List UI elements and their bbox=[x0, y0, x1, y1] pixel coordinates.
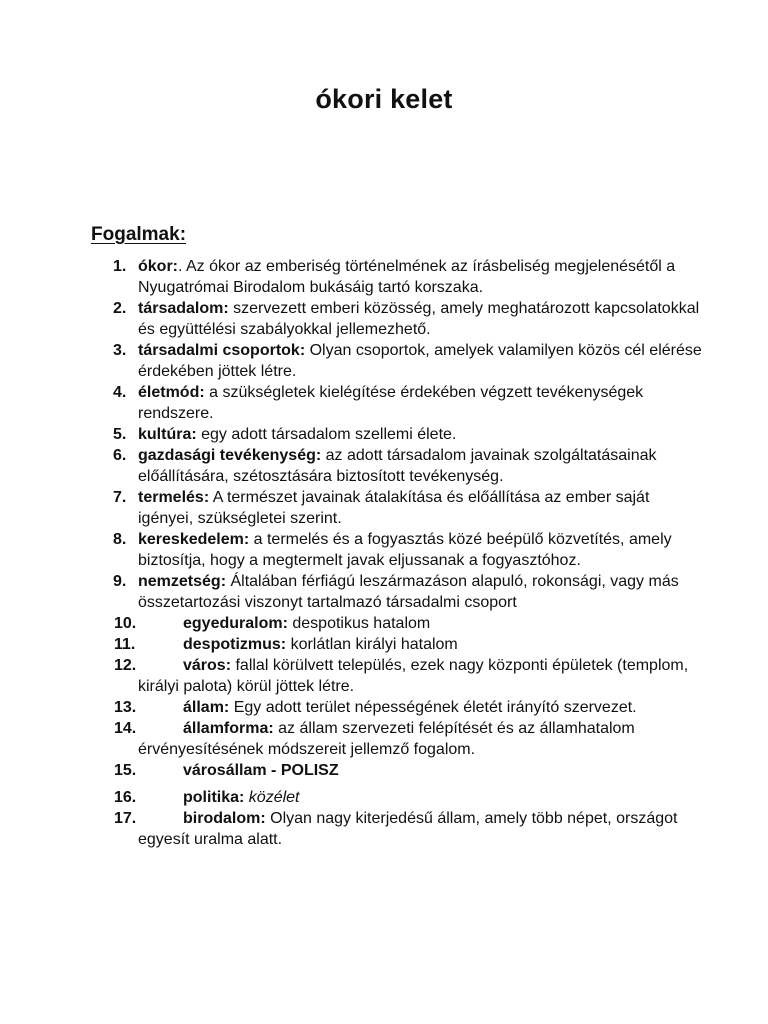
item-number: 8. bbox=[113, 531, 127, 548]
item-term: gazdasági tevékenység: bbox=[138, 447, 322, 464]
list-item bbox=[0, 298, 768, 340]
list-item bbox=[0, 697, 768, 718]
item-number: 13. bbox=[114, 699, 137, 716]
item-term: ókor: bbox=[138, 258, 178, 275]
section-heading: Fogalmak: bbox=[91, 224, 187, 245]
item-term: termelés: bbox=[138, 489, 210, 506]
list-item bbox=[0, 340, 768, 382]
item-term: város: bbox=[183, 657, 232, 674]
item-number: 14. bbox=[114, 720, 137, 737]
item-number: 17. bbox=[114, 810, 137, 827]
item-number: 1. bbox=[113, 258, 127, 275]
list-item bbox=[0, 529, 768, 571]
item-number: 12. bbox=[114, 657, 137, 674]
item-number: 16. bbox=[114, 789, 137, 806]
item-term: államforma: bbox=[183, 720, 274, 737]
item-text: korlátlan királyi hatalom bbox=[286, 636, 458, 653]
item-text: . Az ókor az emberiség történelmének az írásbeliség megjelenésétől a Nyugatrómai Birodalom bukásáig tartó korszaka. bbox=[138, 258, 676, 296]
item-number: 6. bbox=[113, 447, 127, 464]
item-text: Általában férfiágú leszármazáson alapuló, rokonsági, vagy más összetartozási viszonyt tartalmazó társadalmi csoport bbox=[138, 573, 679, 611]
item-term: politika: bbox=[183, 789, 245, 806]
item-text: Olyan nagy kiterjedésű állam, amely több népet, országot egyesít uralma alatt. bbox=[138, 810, 678, 848]
item-text-italic: közélet bbox=[244, 789, 300, 806]
list-item bbox=[0, 424, 768, 445]
item-number: 7. bbox=[113, 489, 127, 506]
item-text: szervezett emberi közösség, amely meghatározott kapcsolatokkal és együttélési szabályokkal jellemezhető. bbox=[138, 300, 700, 338]
item-text: fallal körülvett település, ezek nagy központi épületek (templom, királyi palota) körül jöttek létre. bbox=[138, 657, 689, 695]
item-term: társadalom: bbox=[138, 300, 229, 317]
item-number: 9. bbox=[113, 573, 127, 590]
list-item bbox=[0, 382, 768, 424]
list-item bbox=[0, 487, 768, 529]
list-item bbox=[0, 634, 768, 655]
list-item bbox=[0, 445, 768, 487]
list-item bbox=[0, 655, 768, 697]
item-term: egyeduralom: bbox=[183, 615, 288, 632]
item-number: 11. bbox=[114, 636, 136, 653]
item-number: 2. bbox=[113, 300, 127, 317]
item-term: kultúra: bbox=[138, 426, 197, 443]
item-text: A természet javainak átalakítása és előállítása az ember saját igényei, szükségletei szerint. bbox=[138, 489, 650, 527]
item-text: a termelés és a fogyasztás közé beépülő közvetítés, amely biztosítja, hogy a megtermelt javak eljussanak a fogyasztóhoz. bbox=[138, 531, 672, 569]
item-number: 10. bbox=[114, 615, 137, 632]
item-term: kereskedelem: bbox=[138, 531, 250, 548]
item-term: nemzetség: bbox=[138, 573, 227, 590]
item-term: társadalmi csoportok: bbox=[138, 342, 306, 359]
list-item bbox=[0, 571, 768, 613]
item-term: despotizmus: bbox=[183, 636, 287, 653]
item-text: Egy adott terület népességének életét irányító szervezet. bbox=[229, 699, 637, 716]
page-title: ókori kelet bbox=[315, 84, 453, 114]
list-item bbox=[0, 718, 768, 760]
item-term: birodalom: bbox=[183, 810, 266, 827]
definition-list bbox=[0, 256, 768, 850]
item-number: 5. bbox=[113, 426, 127, 443]
item-number: 15. bbox=[114, 762, 137, 779]
item-number: 3. bbox=[113, 342, 127, 359]
item-term: állam: bbox=[183, 699, 230, 716]
item-term: városállam - POLISZ bbox=[183, 762, 339, 779]
item-text: az állam szervezeti felépítését és az államhatalom érvényesítésének módszereit jellemző fogalom. bbox=[138, 720, 635, 758]
list-item bbox=[0, 613, 768, 634]
list-item bbox=[0, 256, 768, 298]
list-item bbox=[0, 760, 768, 781]
list-item bbox=[0, 808, 768, 850]
list-item bbox=[0, 787, 768, 808]
item-text: despotikus hatalom bbox=[287, 615, 431, 632]
item-term: életmód: bbox=[138, 384, 205, 401]
item-text: a szükségletek kielégítése érdekében végzett tevékenységek rendszere. bbox=[138, 384, 644, 422]
item-text: Olyan csoportok, amelyek valamilyen közös cél elérése érdekében jöttek létre. bbox=[138, 342, 702, 380]
item-number: 4. bbox=[113, 384, 127, 401]
item-text: az adott társadalom javainak szolgáltatásainak előállítására, szétosztására biztosított tevékenység. bbox=[138, 447, 657, 485]
item-text: egy adott társadalom szellemi élete. bbox=[196, 426, 457, 443]
